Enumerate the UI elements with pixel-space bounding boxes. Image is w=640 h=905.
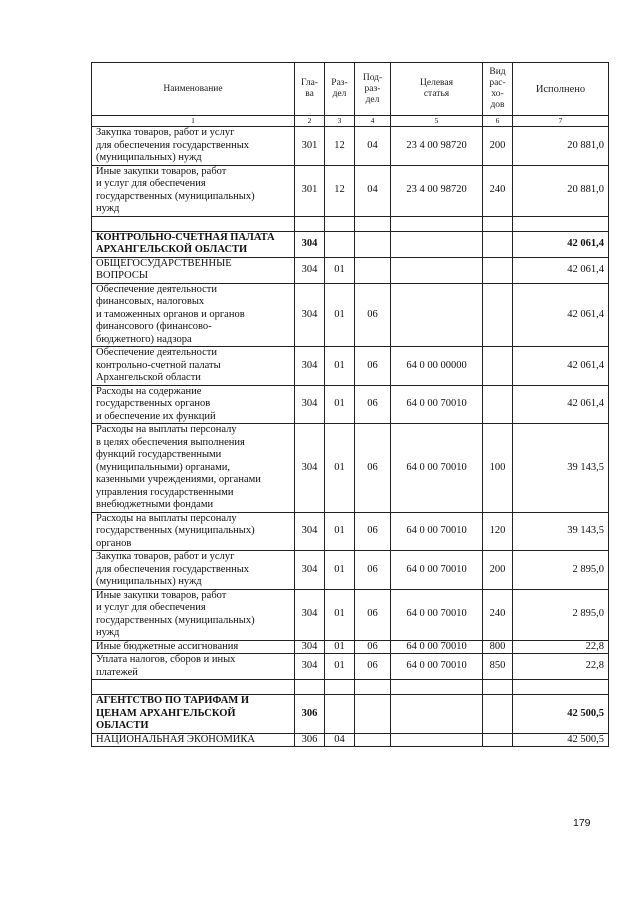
- cell-name: Обеспечение деятельности финансовых, налоговых и таможенных органов и органов финансового (финансово- бюджетного) надзора: [92, 283, 295, 347]
- cell-target-article: 64 0 00 70010: [391, 385, 483, 424]
- cell-chapter: [295, 680, 325, 695]
- table-row: [92, 733, 609, 747]
- cell-section: 01: [325, 257, 355, 283]
- cell-section: 12: [325, 127, 355, 166]
- cell-section: [325, 231, 355, 257]
- cell-executed: 42 061,4: [513, 257, 609, 283]
- cell-executed: [513, 216, 609, 231]
- cell-subsection: 06: [355, 654, 391, 680]
- cell-name: КОНТРОЛЬНО-СЧЕТНАЯ ПАЛАТА АРХАНГЕЛЬСКОЙ ОБЛАСТИ: [92, 231, 295, 257]
- cell-section: [325, 695, 355, 734]
- spacer-row: [92, 680, 609, 695]
- cell-chapter: 304: [295, 512, 325, 551]
- cell-subsection: 06: [355, 424, 391, 513]
- cell-section: 01: [325, 589, 355, 640]
- header-subsection: Под- раз- дел: [355, 63, 391, 116]
- table-row: [92, 347, 609, 386]
- table-row: [92, 165, 609, 216]
- cell-chapter: 304: [295, 283, 325, 347]
- cell-target-article: [391, 231, 483, 257]
- cell-name: Расходы на выплаты персоналу государственных (муниципальных) органов: [92, 512, 295, 551]
- table-row: [92, 257, 609, 283]
- cell-expense-type: 240: [483, 589, 513, 640]
- cell-chapter: 301: [295, 165, 325, 216]
- cell-chapter: 304: [295, 424, 325, 513]
- cell-chapter: 304: [295, 385, 325, 424]
- cell-chapter: 306: [295, 733, 325, 747]
- cell-subsection: 06: [355, 347, 391, 386]
- cell-chapter: 304: [295, 640, 325, 654]
- cell-subsection: [355, 695, 391, 734]
- table-row: [92, 640, 609, 654]
- cell-name: [92, 216, 295, 231]
- table-row: [92, 424, 609, 513]
- cell-expense-type: [483, 283, 513, 347]
- cell-name: [92, 680, 295, 695]
- cell-target-article: 64 0 00 70010: [391, 589, 483, 640]
- cell-subsection: 04: [355, 127, 391, 166]
- cell-chapter: 304: [295, 347, 325, 386]
- header-row: [92, 63, 609, 116]
- cell-name: Закупка товаров, работ и услуг для обеспечения государственных (муниципальных) нужд: [92, 127, 295, 166]
- cell-chapter: 306: [295, 695, 325, 734]
- cell-subsection: [355, 733, 391, 747]
- cell-chapter: 304: [295, 257, 325, 283]
- cell-expense-type: 120: [483, 512, 513, 551]
- header-chapter: Гла- ва: [295, 63, 325, 116]
- cell-subsection: 06: [355, 551, 391, 590]
- page-number: 179: [573, 817, 591, 829]
- cell-executed: 22,8: [513, 640, 609, 654]
- cell-section: 01: [325, 385, 355, 424]
- cell-section: 12: [325, 165, 355, 216]
- cell-section: 01: [325, 640, 355, 654]
- table-row: [92, 231, 609, 257]
- cell-subsection: 06: [355, 640, 391, 654]
- cell-subsection: [355, 216, 391, 231]
- budget-table-sheet: [91, 62, 608, 747]
- header-name: Наименование: [92, 63, 295, 116]
- cell-section: 01: [325, 512, 355, 551]
- header-target-article: Целевая статья: [391, 63, 483, 116]
- header-section: Раз- дел: [325, 63, 355, 116]
- header-expense-type: Вид рас- хо- дов: [483, 63, 513, 116]
- cell-subsection: [355, 257, 391, 283]
- spacer-row: [92, 216, 609, 231]
- cell-target-article: [391, 733, 483, 747]
- cell-target-article: [391, 257, 483, 283]
- cell-expense-type: 100: [483, 424, 513, 513]
- cell-chapter: 301: [295, 127, 325, 166]
- cell-section: 04: [325, 733, 355, 747]
- cell-name: Иные бюджетные ассигнования: [92, 640, 295, 654]
- cell-name: АГЕНТСТВО ПО ТАРИФАМ И ЦЕНАМ АРХАНГЕЛЬСКОЙ ОБЛАСТИ: [92, 695, 295, 734]
- cell-name: Обеспечение деятельности контрольно-счетной палаты Архангельской области: [92, 347, 295, 386]
- cell-target-article: 64 0 00 70010: [391, 424, 483, 513]
- cell-target-article: [391, 216, 483, 231]
- column-number: 4: [355, 116, 391, 127]
- cell-chapter: 304: [295, 654, 325, 680]
- cell-subsection: 06: [355, 385, 391, 424]
- cell-executed: 42 061,4: [513, 385, 609, 424]
- cell-expense-type: [483, 257, 513, 283]
- cell-expense-type: 200: [483, 551, 513, 590]
- cell-target-article: 64 0 00 70010: [391, 640, 483, 654]
- cell-target-article: 64 0 00 00000: [391, 347, 483, 386]
- cell-section: 01: [325, 283, 355, 347]
- cell-executed: 42 061,4: [513, 231, 609, 257]
- cell-target-article: 64 0 00 70010: [391, 551, 483, 590]
- table-row: [92, 654, 609, 680]
- cell-expense-type: [483, 347, 513, 386]
- cell-executed: 42 061,4: [513, 347, 609, 386]
- cell-executed: 39 143,5: [513, 424, 609, 513]
- cell-expense-type: [483, 695, 513, 734]
- cell-expense-type: [483, 385, 513, 424]
- cell-name: ОБЩЕГОСУДАРСТВЕННЫЕ ВОПРОСЫ: [92, 257, 295, 283]
- cell-section: 01: [325, 551, 355, 590]
- budget-table: [91, 62, 609, 747]
- cell-subsection: [355, 231, 391, 257]
- cell-name: Расходы на выплаты персоналу в целях обеспечения выполнения функций государственными (муниципальными) органами, казенными учреждениями, органами управления государственными внебюджетными фондами: [92, 424, 295, 513]
- cell-subsection: [355, 680, 391, 695]
- cell-executed: [513, 680, 609, 695]
- cell-executed: 2 895,0: [513, 551, 609, 590]
- header-executed: Исполнено: [513, 63, 609, 116]
- cell-name: Уплата налогов, сборов и иных платежей: [92, 654, 295, 680]
- cell-expense-type: 800: [483, 640, 513, 654]
- cell-executed: 42 500,5: [513, 695, 609, 734]
- cell-section: [325, 216, 355, 231]
- cell-expense-type: [483, 231, 513, 257]
- cell-subsection: 06: [355, 589, 391, 640]
- column-number: 2: [295, 116, 325, 127]
- cell-chapter: 304: [295, 589, 325, 640]
- cell-section: [325, 680, 355, 695]
- cell-expense-type: 850: [483, 654, 513, 680]
- cell-executed: 39 143,5: [513, 512, 609, 551]
- cell-expense-type: [483, 216, 513, 231]
- cell-target-article: 23 4 00 98720: [391, 165, 483, 216]
- cell-executed: 22,8: [513, 654, 609, 680]
- cell-executed: 42 061,4: [513, 283, 609, 347]
- table-row: [92, 512, 609, 551]
- cell-subsection: 06: [355, 512, 391, 551]
- cell-chapter: [295, 216, 325, 231]
- cell-section: 01: [325, 424, 355, 513]
- table-row: [92, 589, 609, 640]
- cell-section: 01: [325, 347, 355, 386]
- cell-subsection: 06: [355, 283, 391, 347]
- table-row: [92, 283, 609, 347]
- column-number: 1: [92, 116, 295, 127]
- cell-expense-type: [483, 733, 513, 747]
- cell-target-article: 64 0 00 70010: [391, 512, 483, 551]
- column-number: 7: [513, 116, 609, 127]
- cell-name: Иные закупки товаров, работ и услуг для обеспечения государственных (муниципальных) нужд: [92, 589, 295, 640]
- cell-executed: 20 881,0: [513, 127, 609, 166]
- cell-chapter: 304: [295, 231, 325, 257]
- cell-target-article: [391, 283, 483, 347]
- column-number: 5: [391, 116, 483, 127]
- cell-name: Расходы на содержание государственных органов и обеспечение их функций: [92, 385, 295, 424]
- cell-expense-type: 240: [483, 165, 513, 216]
- table-row: [92, 695, 609, 734]
- table-row: [92, 551, 609, 590]
- table-row: [92, 127, 609, 166]
- cell-name: НАЦИОНАЛЬНАЯ ЭКОНОМИКА: [92, 733, 295, 747]
- cell-target-article: [391, 695, 483, 734]
- cell-section: 01: [325, 654, 355, 680]
- cell-target-article: 23 4 00 98720: [391, 127, 483, 166]
- column-number-row: [92, 116, 609, 127]
- cell-executed: 2 895,0: [513, 589, 609, 640]
- cell-executed: 42 500,5: [513, 733, 609, 747]
- cell-subsection: 04: [355, 165, 391, 216]
- cell-target-article: 64 0 00 70010: [391, 654, 483, 680]
- cell-expense-type: 200: [483, 127, 513, 166]
- cell-chapter: 304: [295, 551, 325, 590]
- column-number: 6: [483, 116, 513, 127]
- cell-target-article: [391, 680, 483, 695]
- cell-executed: 20 881,0: [513, 165, 609, 216]
- cell-name: Закупка товаров, работ и услуг для обеспечения государственных (муниципальных) нужд: [92, 551, 295, 590]
- cell-expense-type: [483, 680, 513, 695]
- cell-name: Иные закупки товаров, работ и услуг для обеспечения государственных (муниципальных) нужд: [92, 165, 295, 216]
- table-row: [92, 385, 609, 424]
- column-number: 3: [325, 116, 355, 127]
